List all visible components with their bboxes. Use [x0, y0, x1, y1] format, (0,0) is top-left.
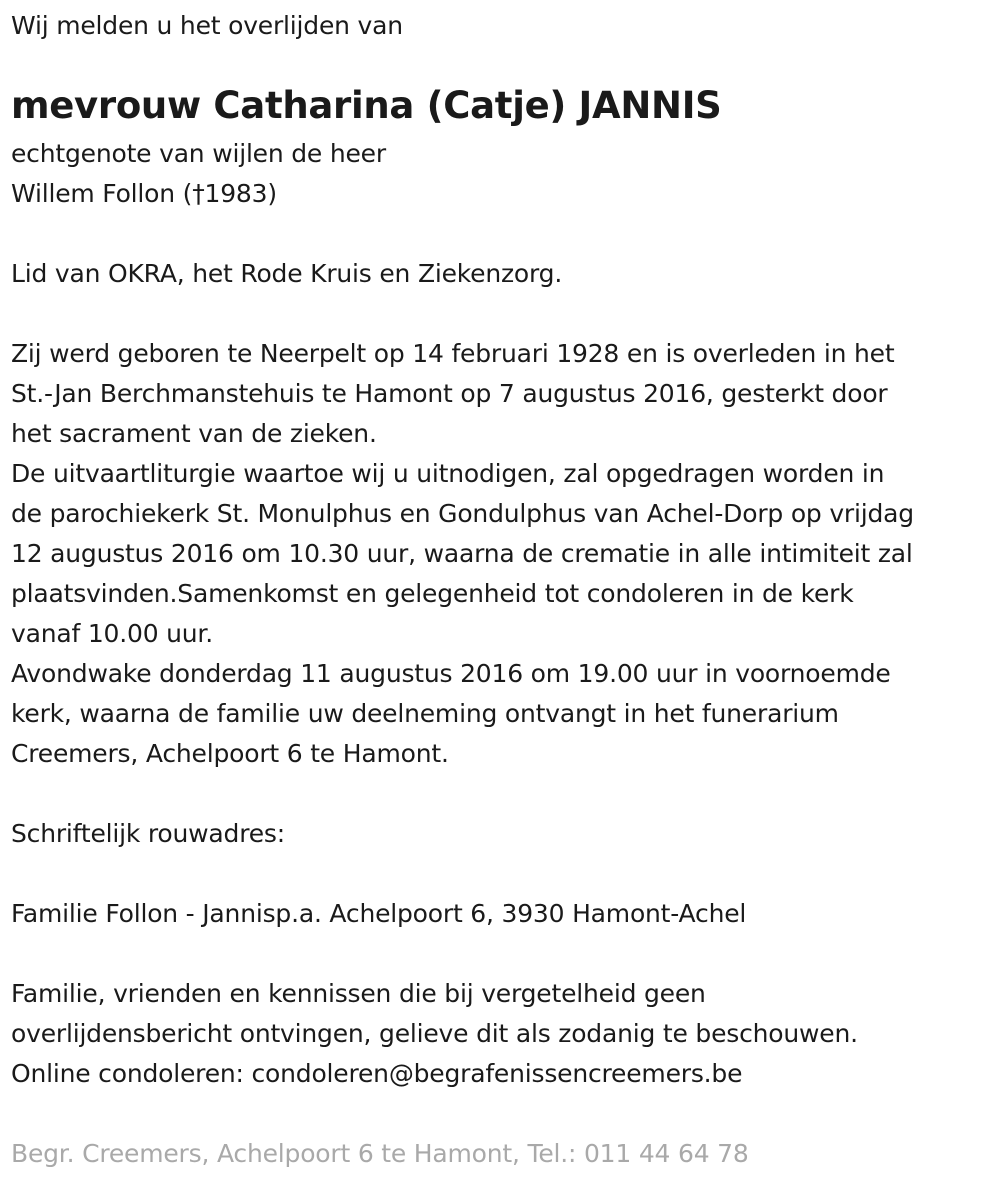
closing-block	[11, 974, 858, 1094]
main-text-block	[11, 334, 914, 774]
spouse-block	[11, 134, 386, 214]
mourning-address: Familie Follon - Jannisp.a. Achelpoort 6, 3930 Hamont-Achel	[11, 899, 747, 928]
closing-line: overlijdensbericht ontvingen, gelieve dit als zodanig te beschouwen.	[11, 1019, 858, 1048]
deceased-name: mevrouw Catharina (Catje) JANNIS	[11, 84, 722, 127]
main-text-line: vanaf 10.00 uur.	[11, 619, 213, 648]
main-text-line: 12 augustus 2016 om 10.30 uur, waarna de crematie in alle intimiteit zal	[11, 539, 913, 568]
online-condolence-line: Online condoleren: condoleren@begrafenissencreemers.be	[11, 1059, 743, 1088]
main-text-line: Creemers, Achelpoort 6 te Hamont.	[11, 739, 449, 768]
main-text-line: plaatsvinden.Samenkomst en gelegenheid tot condoleren in de kerk	[11, 579, 854, 608]
address-label: Schriftelijk rouwadres:	[11, 819, 285, 848]
main-text-line: Zij werd geboren te Neerpelt op 14 februari 1928 en is overleden in het	[11, 339, 895, 368]
closing-line: Familie, vrienden en kennissen die bij vergetelheid geen	[11, 979, 706, 1008]
intro-text: Wij melden u het overlijden van	[11, 11, 403, 40]
main-text-line: de parochiekerk St. Monulphus en Gondulphus van Achel-Dorp op vrijdag	[11, 499, 914, 528]
spouse-line: Willem Follon (†1983)	[11, 179, 277, 208]
main-text-line: het sacrament van de zieken.	[11, 419, 377, 448]
main-text-line: kerk, waarna de familie uw deelneming ontvangt in het funerarium	[11, 699, 839, 728]
funeral-home-footer: Begr. Creemers, Achelpoort 6 te Hamont, Tel.: 011 44 64 78	[11, 1139, 749, 1168]
spouse-line: echtgenote van wijlen de heer	[11, 139, 386, 168]
main-text-line: Avondwake donderdag 11 augustus 2016 om 19.00 uur in voornoemde	[11, 659, 891, 688]
membership-text: Lid van OKRA, het Rode Kruis en Ziekenzorg.	[11, 259, 563, 288]
main-text-line: St.-Jan Berchmanstehuis te Hamont op 7 augustus 2016, gesterkt door	[11, 379, 888, 408]
main-text-line: De uitvaartliturgie waartoe wij u uitnodigen, zal opgedragen worden in	[11, 459, 885, 488]
